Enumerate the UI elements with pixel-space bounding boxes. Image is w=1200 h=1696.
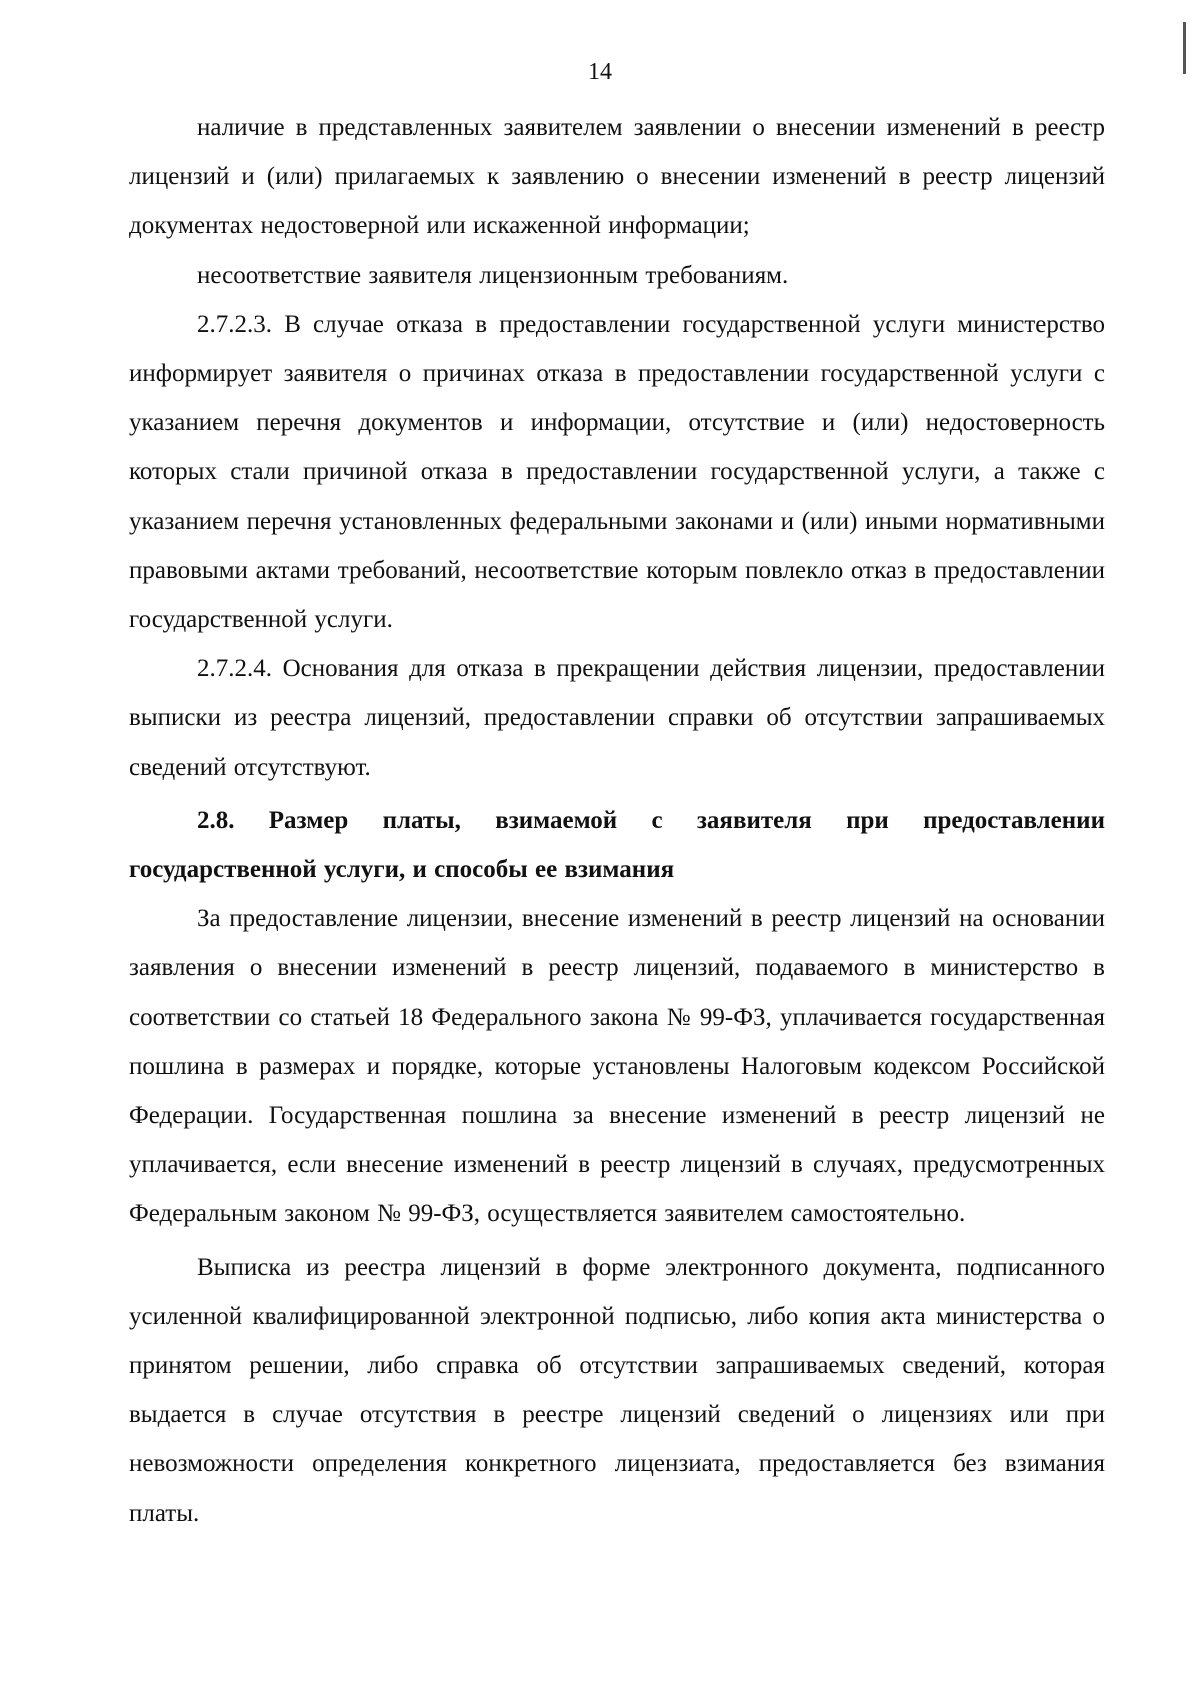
paragraph-2-7-2-3: 2.7.2.3. В случае отказа в предоставлении государственной услуги министерство информирует заявителя о причинах отказа в предоставлении государственной услуги с указанием перечня документов и информации, отсутствие и (или) недостоверность которых стали причиной отказа в предоставлении государственной услуги, а также с указанием перечня установленных федеральными законами и (или) иными нормативными правовыми актами требований, несоответствие которым повлекло отказ в предоставлении государственной услуги. — [129, 310, 1105, 634]
page-number: 14 — [588, 59, 612, 85]
section-heading-2-8: 2.8. Размер платы, взимаемой с заявителя при предоставлении государственной услуги, и способы ее взимания — [129, 806, 1105, 884]
paragraph-license-requirements: несоответствие заявителя лицензионным требованиям. — [197, 261, 789, 289]
paragraph-invalid-information: наличие в представленных заявителем заявлении о внесении изменений в реестр лицензий и (или) прилагаемых к заявлению о внесении изменений в реестр лицензий документах недостоверной или искаженной информации; — [129, 114, 1105, 240]
document-body — [129, 103, 1105, 1538]
paragraph-state-fee: За предоставление лицензии, внесение изменений в реестр лицензий на основании заявления о внесении изменений в реестр лицензий, подаваемого в министерство в соответствии со статьей 18 Федерального закона № 99-ФЗ, уплачивается государственная пошлина в размерах и порядке, которые установлены Налоговым кодексом Российской Федерации. Государственная пошлина за внесение изменений в реестр лицензий не уплачивается, если внесение изменений в реестр лицензий в случаях, предусмотренных Федеральным законом № 99-ФЗ, осуществляется заявителем самостоятельно. — [129, 905, 1105, 1228]
paragraph-free-extract: Выписка из реестра лицензий в форме электронного документа, подписанного усиленной квалифицированной электронной подписью, либо копия акта министерства о принятом решении, либо справка об отсутствии запрашиваемых сведений, которая выдается в случае отсутствия в реестре лицензий сведений о лицензиях или при невозможности определения конкретного лицензиата, предоставляется без взимания платы. — [129, 1253, 1105, 1527]
paragraph-2-7-2-4: 2.7.2.4. Основания для отказа в прекращении действия лицензии, предоставлении выписки из реестра лицензий, предоставлении справки об отсутствии запрашиваемых сведений отсутствуют. — [129, 655, 1105, 781]
